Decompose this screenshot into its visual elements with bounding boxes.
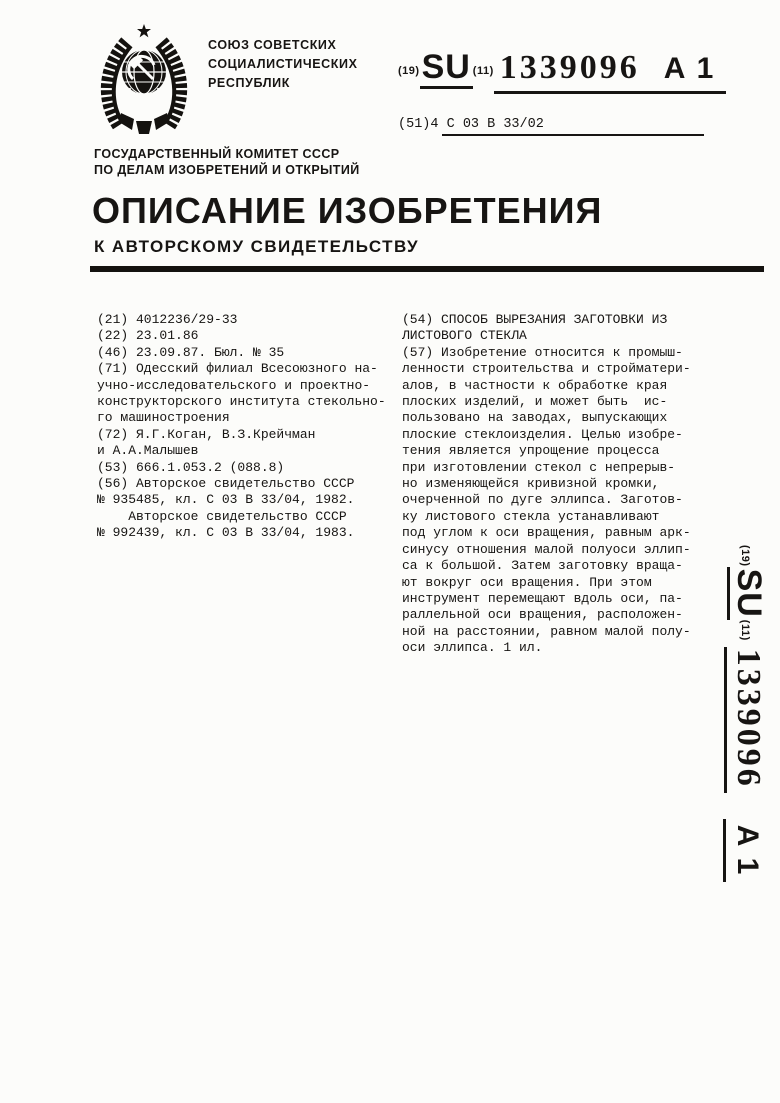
ipc-underline — [442, 134, 704, 136]
code-19-label: (19) — [398, 65, 420, 77]
ipc-prefix: (51)4 — [398, 117, 439, 132]
side-code-11-label: (11) — [739, 619, 751, 641]
document-number-row — [398, 48, 715, 89]
abstract-column: (54) СПОСОБ ВЫРЕЗАНИЯ ЗАГОТОВКИ ИЗ ЛИСТОВОГО СТЕКЛА (57) Изобретение относится к промыш- ленности строительства и стройматери- алов, в частности к обработке края плоских изделий, и может быть ис- пользовано на заводах, выпускающих плоские стеклоизделия. Целью изобре- тения является упрощение процесса при изготовлении стекол с непрерыв- но изменяющейся кривизной кромки, очерченной по дуге эллипса. Заготов- ку листового стекла устанавливают под углом к оси вращения, равным арк- синусу отношения малой полуоси эллип- са к большой. Затем заготовку враща- ют вокруг оси вращения. При этом инструмент перемещают вдоль оси, па- раллельной оси вращения, расположен- ной на расстоянии, равном малой полу- оси эллипса. 1 ил. — [402, 312, 691, 656]
side-country-code: SU — [727, 567, 768, 620]
ussr-coat-of-arms-icon — [94, 22, 194, 134]
side-code-19-label: (19) — [739, 545, 751, 567]
union-name: СОЮЗ СОВЕТСКИХ СОЦИАЛИСТИЧЕСКИХ РЕСПУБЛИК — [208, 38, 358, 90]
document-subtitle: К АВТОРСКОМУ СВИДЕТЕЛЬСТВУ — [94, 237, 419, 256]
state-committee: ГОСУДАРСТВЕННЫЙ КОМИТЕТ СССР ПО ДЕЛАМ ИЗОБРЕТЕНИЙ И ОТКРЫТИЙ — [94, 147, 360, 177]
side-kind-code: A 1 — [723, 819, 764, 883]
side-publication-number: 1339096 — [724, 647, 767, 793]
ipc-classification — [398, 117, 544, 132]
publication-number: 1339096 — [499, 49, 640, 86]
number-underline — [494, 91, 726, 94]
kind-code: A 1 — [663, 52, 716, 85]
document-title: ОПИСАНИЕ ИЗОБРЕТЕНИЯ — [92, 190, 603, 231]
side-patent-number-strip — [700, 545, 768, 890]
code-11-label: (11) — [472, 65, 494, 77]
country-code: SU — [420, 48, 473, 89]
ipc-class: С 03 В 33/02 — [446, 117, 544, 132]
header-rule — [90, 266, 764, 272]
bibliographic-column: (21) 4012236/29-33 (22) 23.01.86 (46) 23.09.87. Бюл. № 35 (71) Одесский филиал Всесоюзного на- учно-исследовательского и проектно- конструкторского института стекольно- го машиностроения (72) Я.Г.Коган, В.З.Крейчман и А.А.Малышев (53) 666.1.053.2 (088.8) (56) Авторское свидетельство СССР № 935485, кл. С 03 В 33/04, 1982. Авторское свидетельство СССР № 992439, кл. С 03 В 33/04, 1983. — [97, 312, 386, 541]
